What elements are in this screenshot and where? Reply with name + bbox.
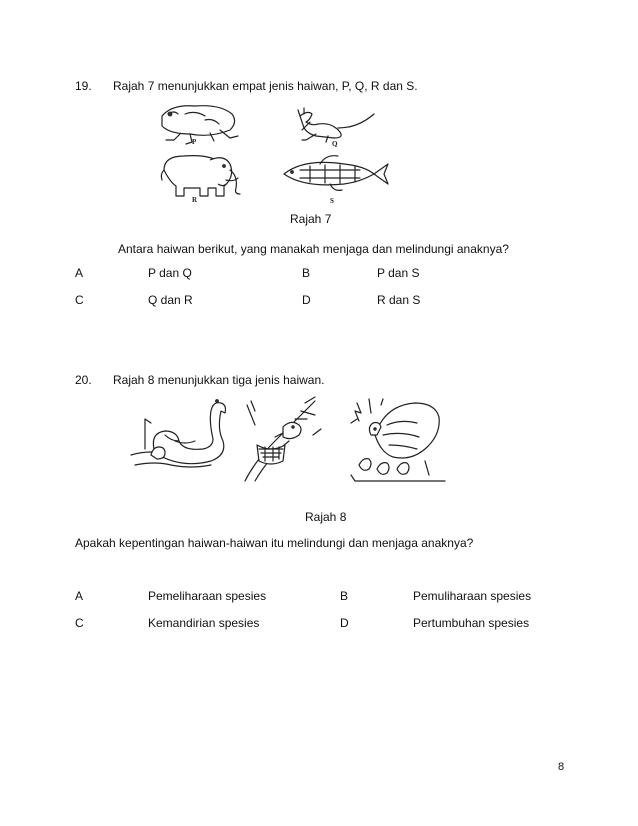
- q19-option-d-text[interactable]: R dan S: [377, 293, 421, 307]
- q20-option-b-text[interactable]: Pemuliharaan spesies: [413, 589, 532, 603]
- q20-number: 20.: [75, 373, 92, 387]
- q19-option-c-text[interactable]: Q dan R: [148, 293, 193, 307]
- q20-figure: [125, 395, 445, 485]
- q19-question: Rajah 7 menunjukkan empat jenis haiwan, P, Q, R dan S.: [113, 79, 418, 93]
- kangaroo-q-image: [298, 108, 374, 142]
- q19-number: 19.: [75, 79, 92, 93]
- label-q: Q: [332, 140, 338, 148]
- page-number: 8: [558, 761, 565, 773]
- label-r: R: [192, 196, 198, 204]
- label-p: P: [192, 138, 197, 146]
- q20-option-d-letter[interactable]: D: [340, 616, 349, 630]
- q19-figure: [150, 100, 390, 210]
- q20-option-c-text[interactable]: Kemandirian spesies: [148, 616, 260, 630]
- q20-question: Rajah 8 menunjukkan tiga jenis haiwan.: [113, 373, 325, 387]
- bird-nest-image: [245, 397, 321, 481]
- q19-option-a-letter[interactable]: A: [75, 266, 84, 280]
- q20-option-b-letter[interactable]: B: [340, 589, 349, 603]
- hen-chicks-image: [351, 399, 445, 481]
- q20-caption: Rajah 8: [305, 510, 347, 524]
- q20-option-a-text[interactable]: Pemeliharaan spesies: [148, 589, 267, 603]
- q20-option-d-text[interactable]: Pertumbuhan spesies: [413, 616, 530, 630]
- q19-option-c-letter[interactable]: C: [75, 293, 84, 307]
- label-s: S: [330, 197, 334, 205]
- frog-p-image: [162, 106, 238, 144]
- q19-option-b-letter[interactable]: B: [302, 266, 311, 280]
- q19-caption: Rajah 7: [290, 212, 332, 226]
- fish-s-image: [284, 156, 388, 191]
- elephant-r-image: [161, 156, 240, 196]
- q19-option-a-text[interactable]: P dan Q: [148, 266, 192, 280]
- q20-prompt: Apakah kepentingan haiwan-haiwan itu melindungi dan menjaga anaknya?: [75, 536, 474, 550]
- q19-prompt: Antara haiwan berikut, yang manakah menjaga dan melindungi anaknya?: [118, 242, 509, 256]
- q19-option-b-text[interactable]: P dan S: [377, 266, 420, 280]
- q19-option-d-letter[interactable]: D: [302, 293, 311, 307]
- q20-option-c-letter[interactable]: C: [75, 616, 84, 630]
- swan-image: [131, 400, 226, 468]
- q20-option-a-letter[interactable]: A: [75, 589, 84, 603]
